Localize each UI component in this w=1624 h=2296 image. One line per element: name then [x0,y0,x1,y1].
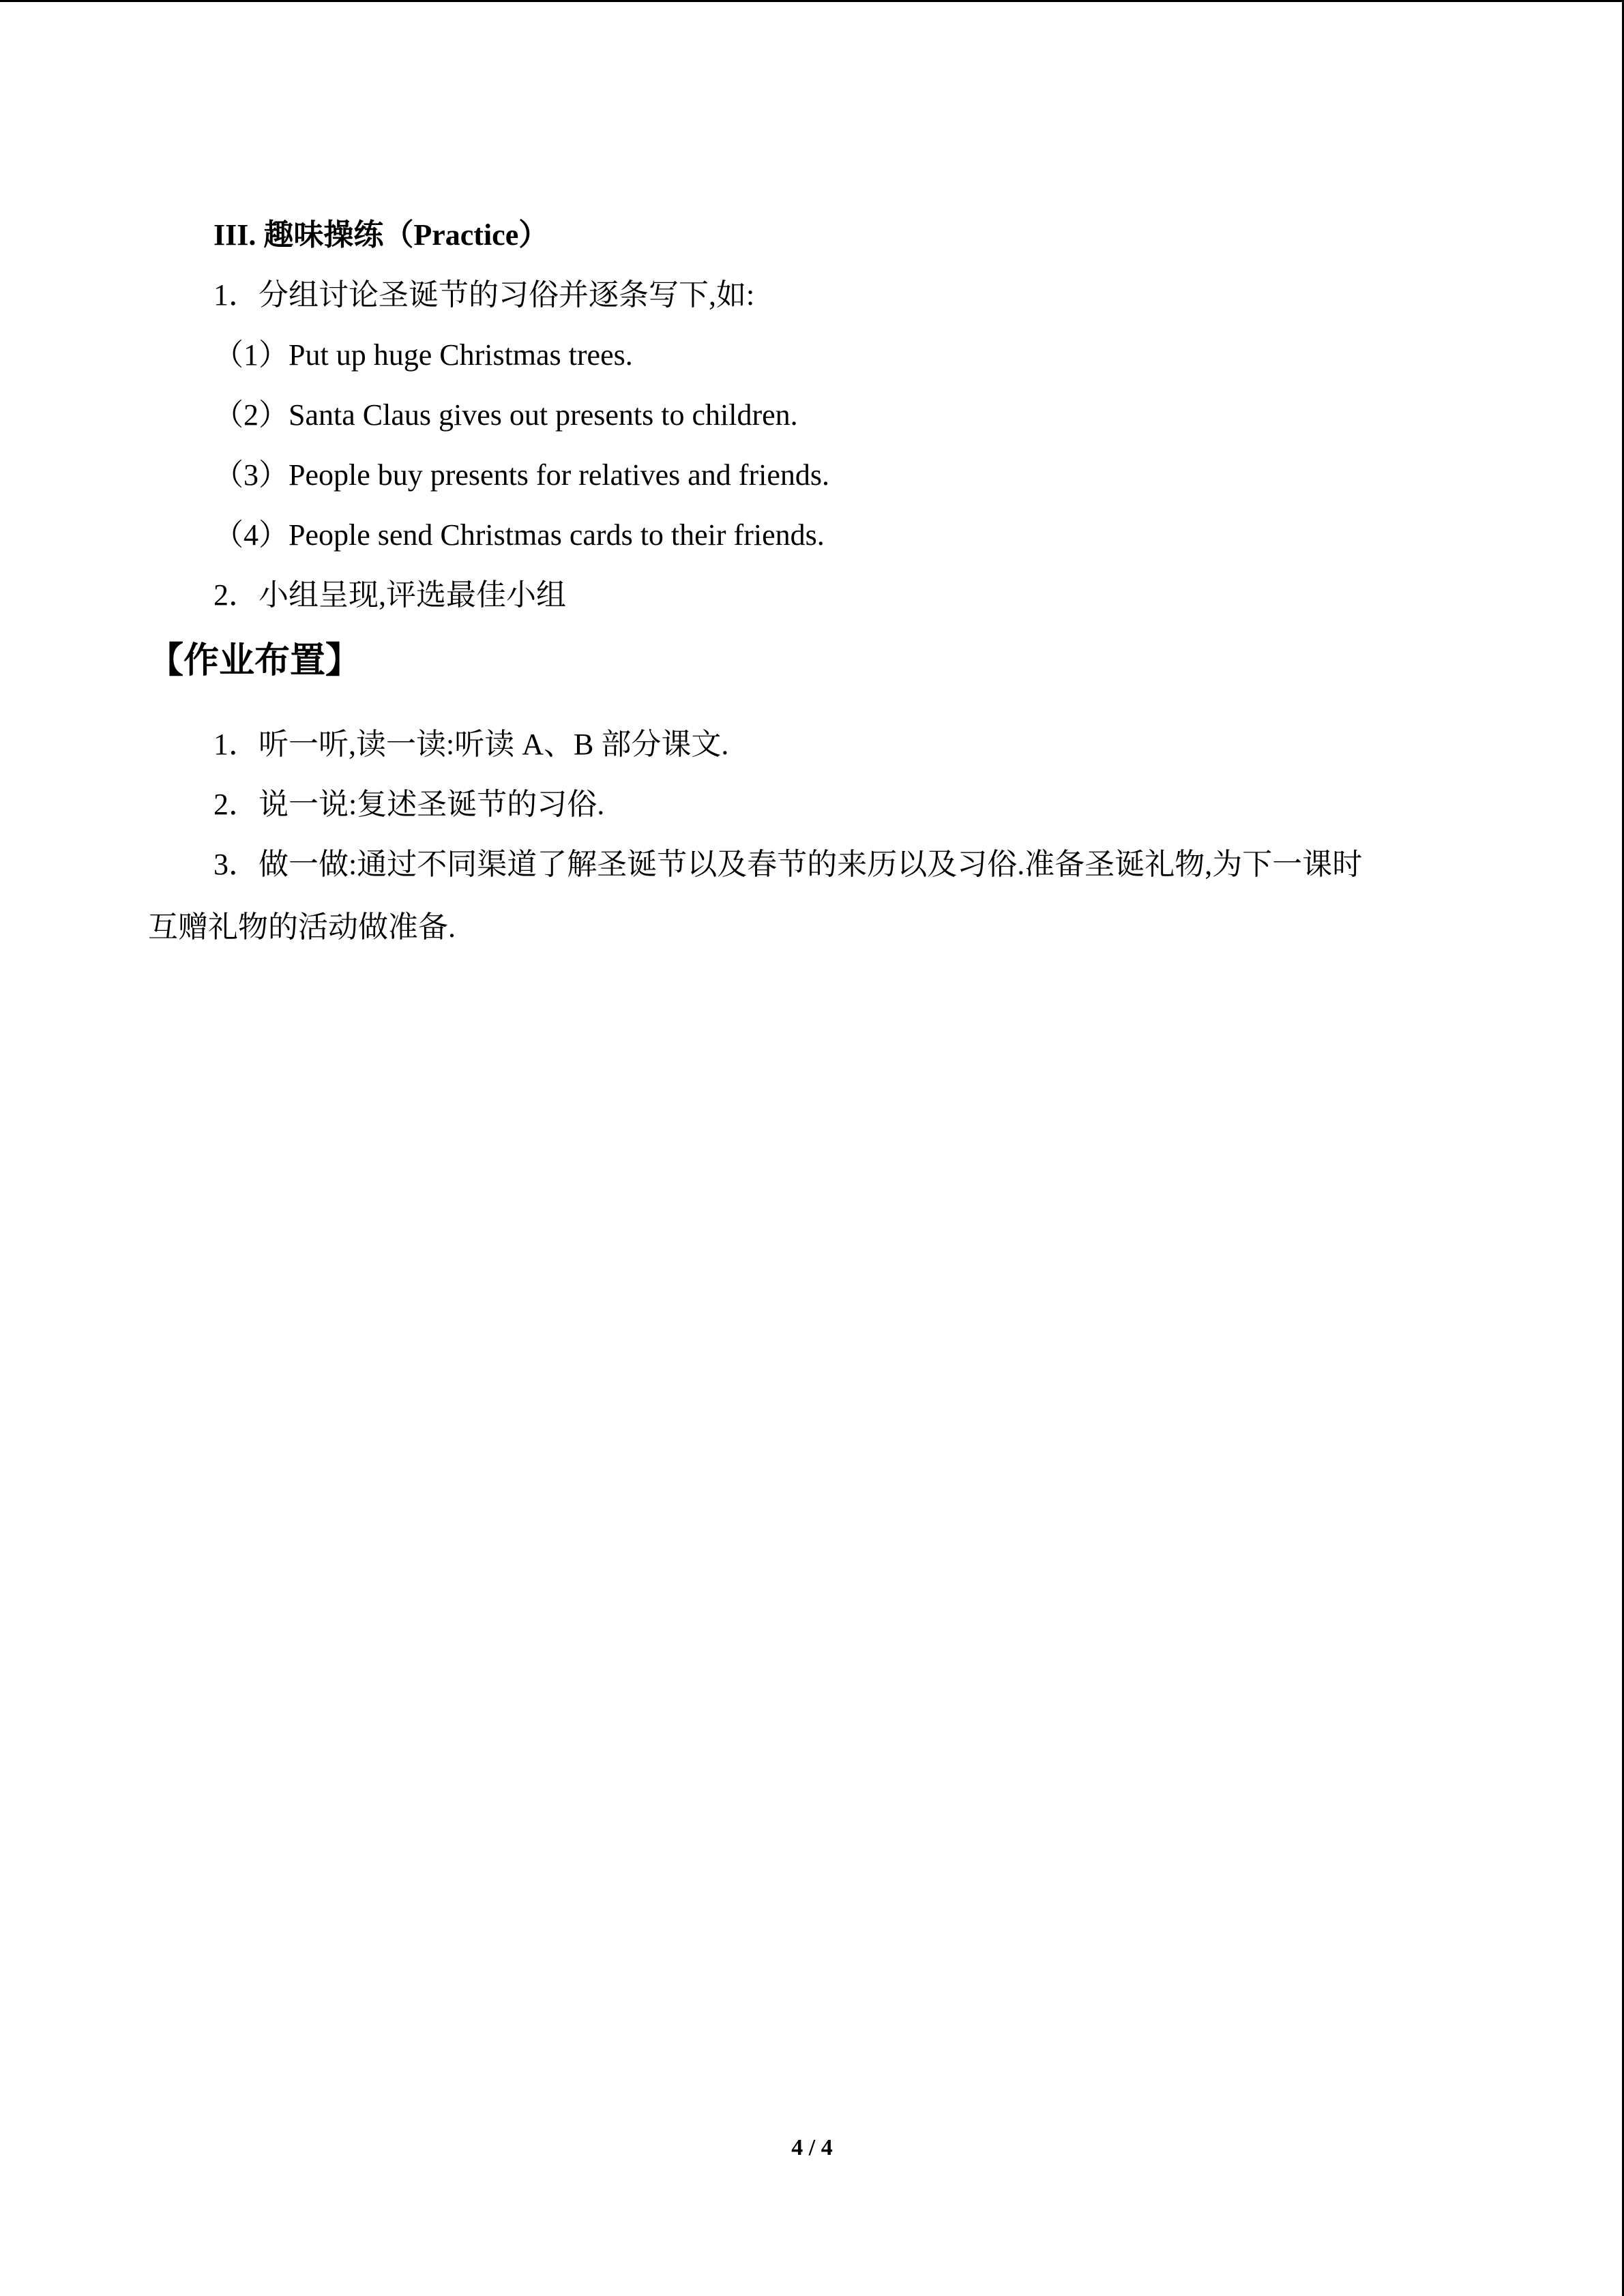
practice-custom-2: （2）Santa Claus gives out presents to children. [213,398,798,432]
practice-step-2: 2．小组呈现,评选最佳小组 [213,578,566,612]
top-border [0,0,1624,2]
page-number: 4 / 4 [791,2135,833,2160]
homework-item-2: 2．说一说:复述圣诞节的习俗. [213,788,605,821]
homework-heading: 【作业布置】 [148,642,361,681]
practice-custom-3: （3）People buy presents for relatives and friends. [213,458,829,492]
practice-heading: III. 趣味操练（Practice） [213,218,549,252]
practice-custom-4: （4）People send Christmas cards to their friends. [213,518,825,552]
homework-item-3-continuation: 互赠礼物的活动做准备. [148,910,456,944]
homework-item-1: 1．听一听,读一读:听读 A、B 部分课文. [213,728,729,761]
homework-item-3: 3．做一做:通过不同渠道了解圣诞节以及春节的来历以及习俗.准备圣诞礼物,为下一课时 [213,848,1363,881]
practice-step-1: 1．分组讨论圣诞节的习俗并逐条写下,如: [213,278,755,312]
practice-custom-1: （1）Put up huge Christmas trees. [213,338,633,372]
